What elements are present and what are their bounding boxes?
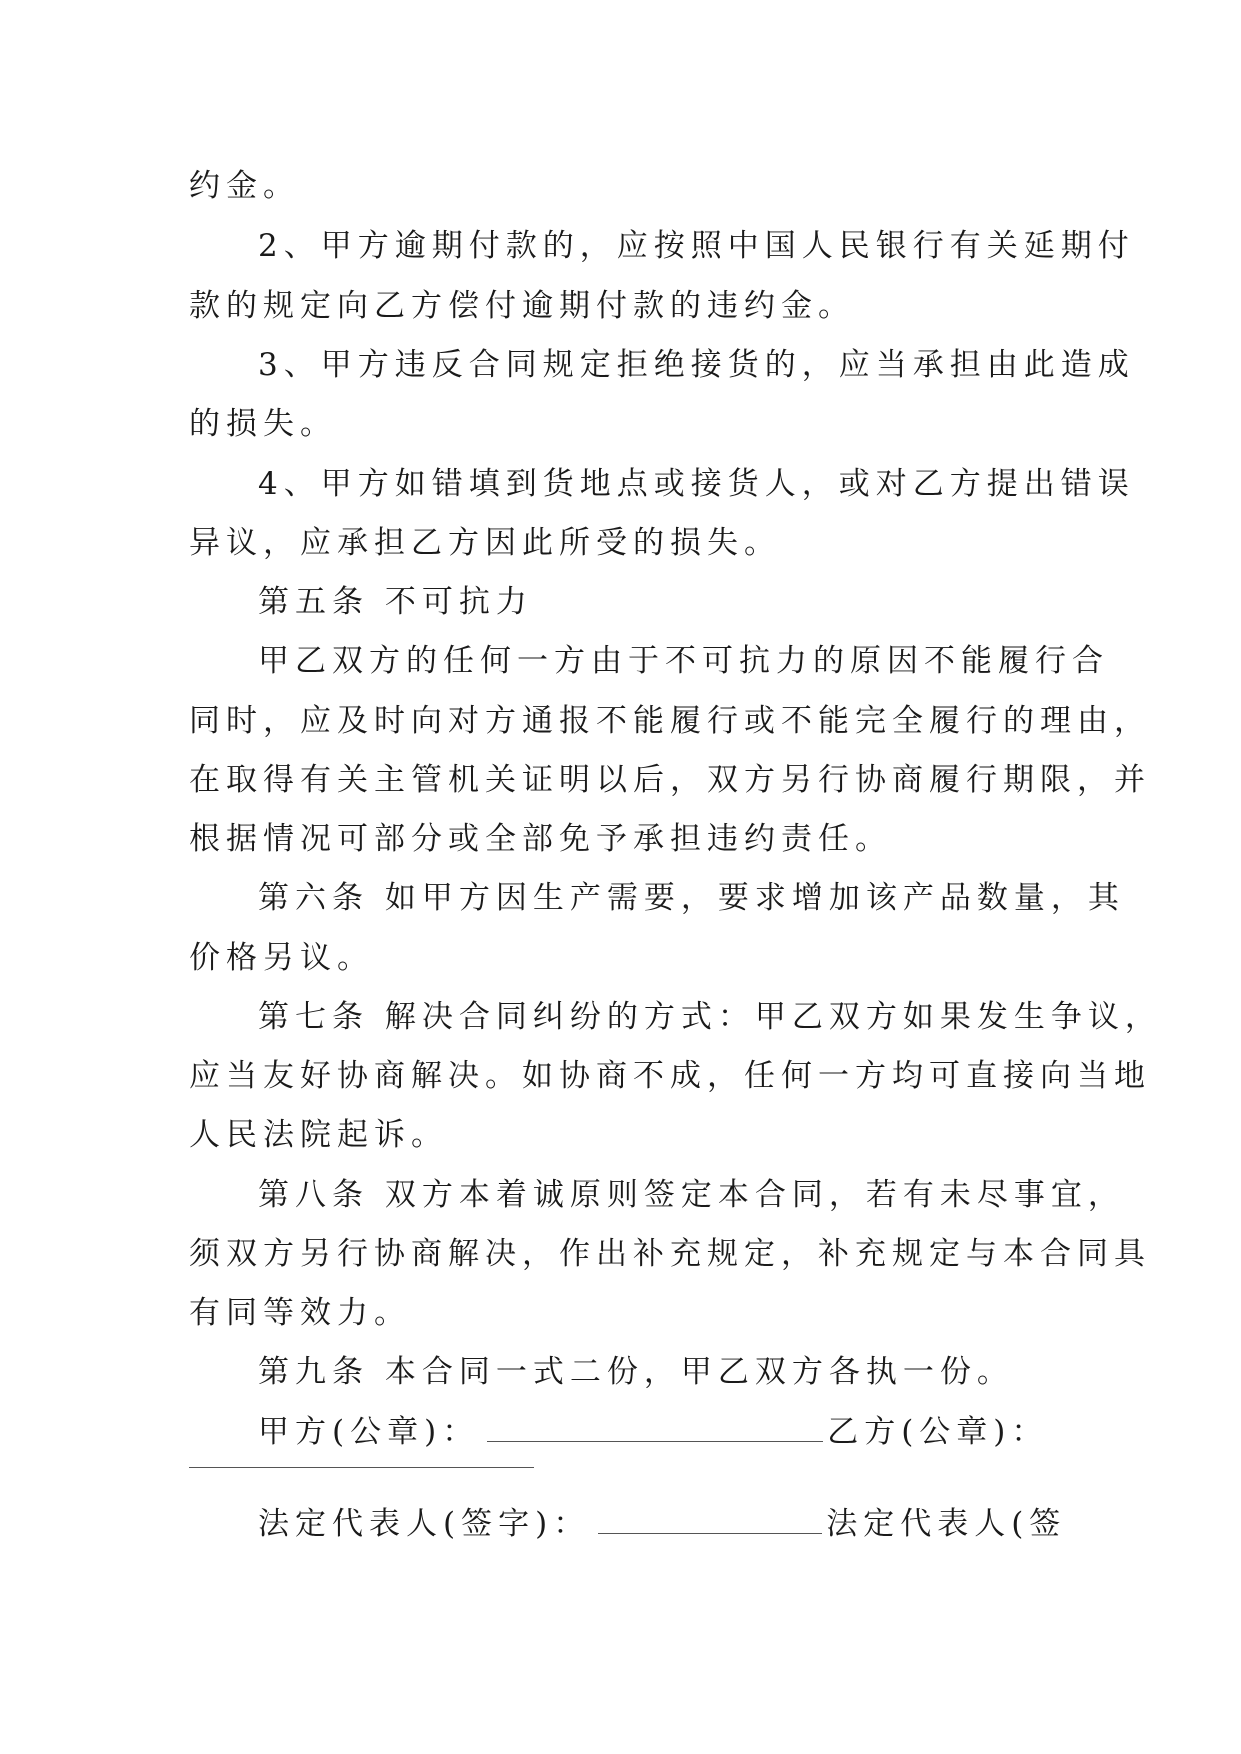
text-line: 款的规定向乙方偿付逾期付款的违约金。 (189, 288, 855, 324)
text-line: 价格另议。 (189, 940, 374, 976)
text-line: 甲乙双方的任何一方由于不可抗力的原因不能履行合 (258, 643, 1109, 679)
rep-b-label: 法定代表人(签 (826, 1506, 1067, 1542)
party-a-seal-label: 甲方(公章)： (258, 1414, 480, 1450)
text-line: 有同等效力。 (189, 1295, 411, 1331)
text-line: 应当友好协商解决。如协商不成，任何一方均可直接向当地 (189, 1058, 1151, 1094)
party-b-seal-blank (189, 1467, 534, 1468)
text-line: 须双方另行协商解决，作出补充规定，补充规定与本合同具 (189, 1236, 1151, 1272)
text-line: 人民法院起诉。 (189, 1117, 448, 1153)
text-line: 4、甲方如错填到货地点或接货人，或对乙方提出错误 (258, 466, 1135, 502)
text-line: 第八条 双方本着诚原则签定本合同，若有未尽事宜， (258, 1177, 1125, 1213)
party-a-seal-blank (487, 1435, 823, 1442)
rep-a-signature-blank (598, 1527, 822, 1534)
party-b-seal-label: 乙方(公章)： (827, 1414, 1049, 1450)
text-line: 2、甲方逾期付款的，应按照中国人民银行有关延期付 (258, 228, 1135, 264)
text-line: 的损失。 (189, 406, 337, 442)
text-line: 第九条 本合同一式二份，甲乙双方各执一份。 (258, 1354, 1014, 1390)
text-line: 第六条 如甲方因生产需要，要求增加该产品数量，其 (258, 880, 1125, 916)
text-line: 约金。 (189, 168, 300, 204)
signature-line-representative (258, 1504, 1066, 1544)
text-line: 第七条 解决合同纠纷的方式：甲乙双方如果发生争议， (258, 999, 1162, 1035)
text-line: 同时，应及时向对方通报不能履行或不能完全履行的理由， (189, 703, 1151, 739)
text-line: 根据情况可部分或全部免予承担违约责任。 (189, 821, 892, 857)
signature-line-seal (258, 1412, 1048, 1452)
text-line: 在取得有关主管机关证明以后，双方另行协商履行期限，并 (189, 762, 1151, 798)
text-line: 3、甲方违反合同规定拒绝接货的，应当承担由此造成 (258, 347, 1135, 383)
rep-a-label: 法定代表人(签字)： (258, 1506, 591, 1542)
section-heading: 第五条 不可抗力 (258, 584, 533, 620)
text-line: 异议，应承担乙方因此所受的损失。 (189, 525, 781, 561)
